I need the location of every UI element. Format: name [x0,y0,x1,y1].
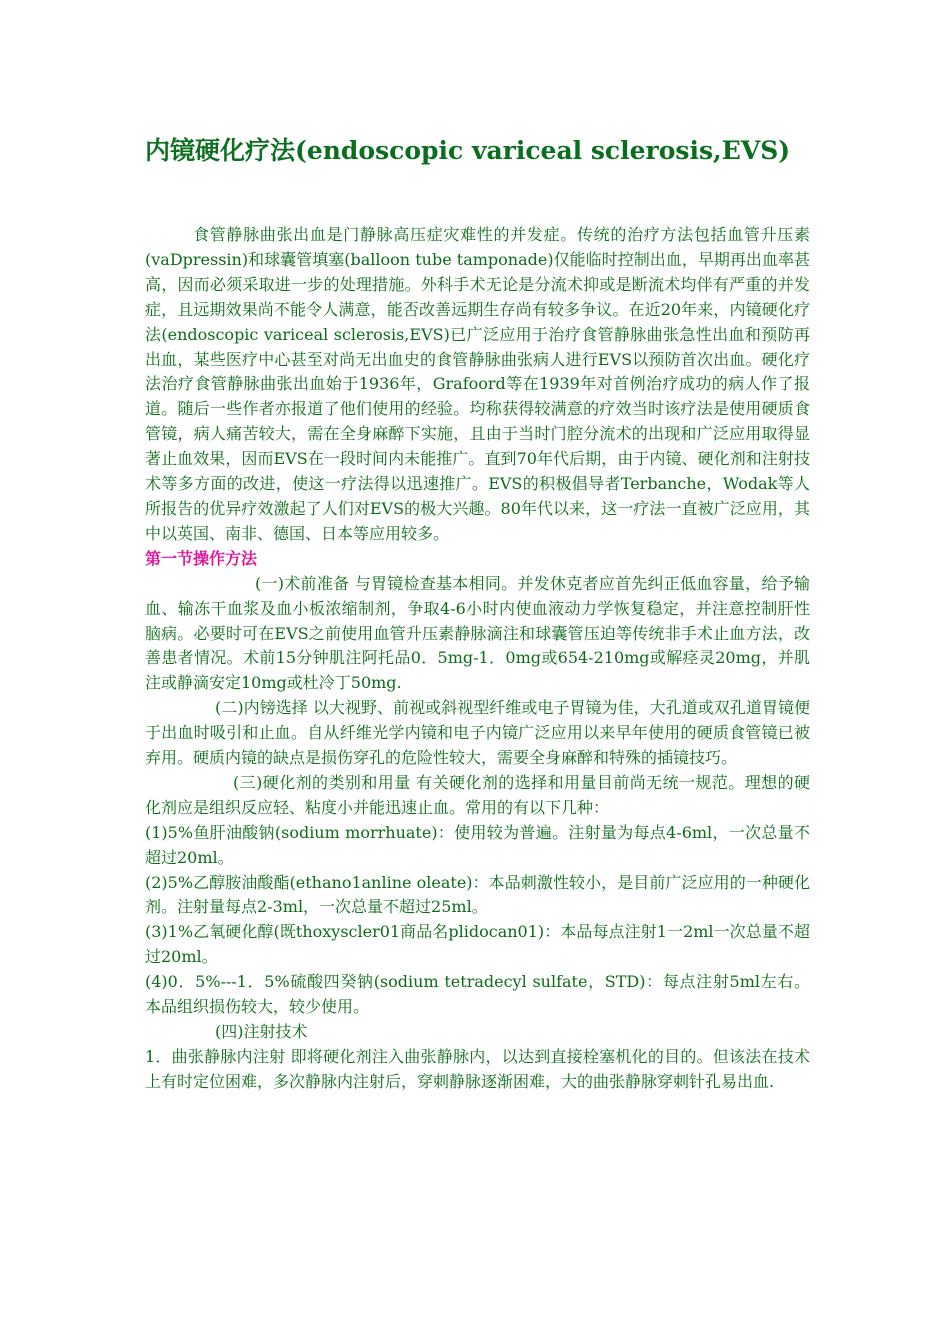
agent-item-3: (3)1%乙氧硬化醇(既thoxyscler01商品名plidocan01)：本品每点注射1一2ml一次总量不超过20ml。 [145,922,810,967]
agents-paragraph: (三)硬化剂的类别和用量 有关硬化剂的选择和用量目前尚无统一规范。理想的硬化剂应是组织反应轻、粘度小并能迅速止血。常用的有以下几种： [145,772,810,817]
intro-paragraph: 食管静脉曲张出血是门静脉高压症灾难性的并发症。传统的治疗方法包括血管升压素(vaDpressin)和球囊管填塞(balloon tube tamponade)仅能临时控制出血，早期再出血率甚高，因而必须采取进一步的处理措施。外科手术无论是分流术抑或是断流术均伴有严重的并发症，且远期效果尚不能令人满意，能否改善远期生存尚有较多争议。在近20年来，内镜硬化疗法(endoscopic variceal sclerosis,EVS)已广泛应用于治疗食管静脉曲张急性出血和预防再出血，某些医疗中心甚至对尚无出血史的食管静脉曲张病人进行EVS以预防首次出血。硬化疗法治疗食管静脉曲张出血始于1936年，Grafoord等在1939年对首例治疗成功的病人作了报道。随后一些作者亦报道了他们使用的经验。均称获得较满意的疗效当时该疗法是使用硬质食管镜，病人痛苦较大，需在全身麻醉下实施，且由于当时门腔分流术的出现和广泛应用取得显著止血效果，因而EVS在一段时间内未能推广。直到70年代后期，由于内镜、硬化剂和注射技术等多方面的改进，使这一疗法得以迅速推广。EVS的积极倡导者Terbanche，Wodak等人所报告的优异疗效激起了人们对EVS的极大兴趣。80年代以来，这一疗法一直被广泛应用，其中以英国、南非、德国、日本等应用较多。 [145,225,810,543]
scope-paragraph: (二)内镑选择 以大视野、前视或斜视型纤维或电子胃镜为佳，大孔道或双孔道胃镜便于出血时吸引和止血。自从纤维光学内镜和电子内镜广泛应用以来早年使用的硬质食管镜已被弃用。硬质内镜的缺点是损伤穿孔的危险性较大，需要全身麻醉和特殊的插镜技巧。 [145,698,810,768]
agent-item-1: (1)5%鱼肝油酸钠(sodium morrhuate)：使用较为普遍。注射量为每点4-6ml，一次总量不超过20ml。 [145,822,810,867]
technique-item-1: 1．曲张静脉内注射 即将硬化剂注入曲张静脉内，以达到直接栓塞机化的目的。但该法在技术上有时定位困难，多次静脉内注射后，穿刺静脉逐渐困难，大的曲张静脉穿刺针孔易出血. [145,1046,810,1091]
agent-item-2: (2)5%乙醇胺油酸酯(ethano1anline oleate)：本品刺激性较小，是目前广泛应用的一种硬化剂。注射量每点2-3ml，一次总量不超过25ml。 [145,872,810,917]
agent-item-4: (4)0．5%---1．5%硫酸四癸钠(sodium tetradecyl sulfate，STD)：每点注射5ml左右。本品组织损伤较大，较少使用。 [145,972,810,1017]
document-body [145,223,810,1095]
document-title: 内镜硬化疗法(endoscopic variceal sclerosis,EVS) [145,136,791,165]
technique-heading: (四)注射技术 [215,1022,308,1041]
prep-paragraph: (一)术前准备 与胃镜检查基本相同。并发休克者应首先纠正低血容量，给予输血、输冻干血浆及血小板浓缩制剂，争取4-6小时内使血液动力学恢复稳定，并注意控制肝性脑病。必要时可在EVS之前使用血管升压素静脉滴注和球囊管压迫等传统非手术止血方法，改善患者情况。术前15分钟肌注阿托品0．5mg-1．0mg或654-210mg或解痉灵20mg，并肌注或静滴安定10mg或杜冷丁50mg. [145,573,810,693]
section-heading: 第一节操作方法 [145,548,258,568]
